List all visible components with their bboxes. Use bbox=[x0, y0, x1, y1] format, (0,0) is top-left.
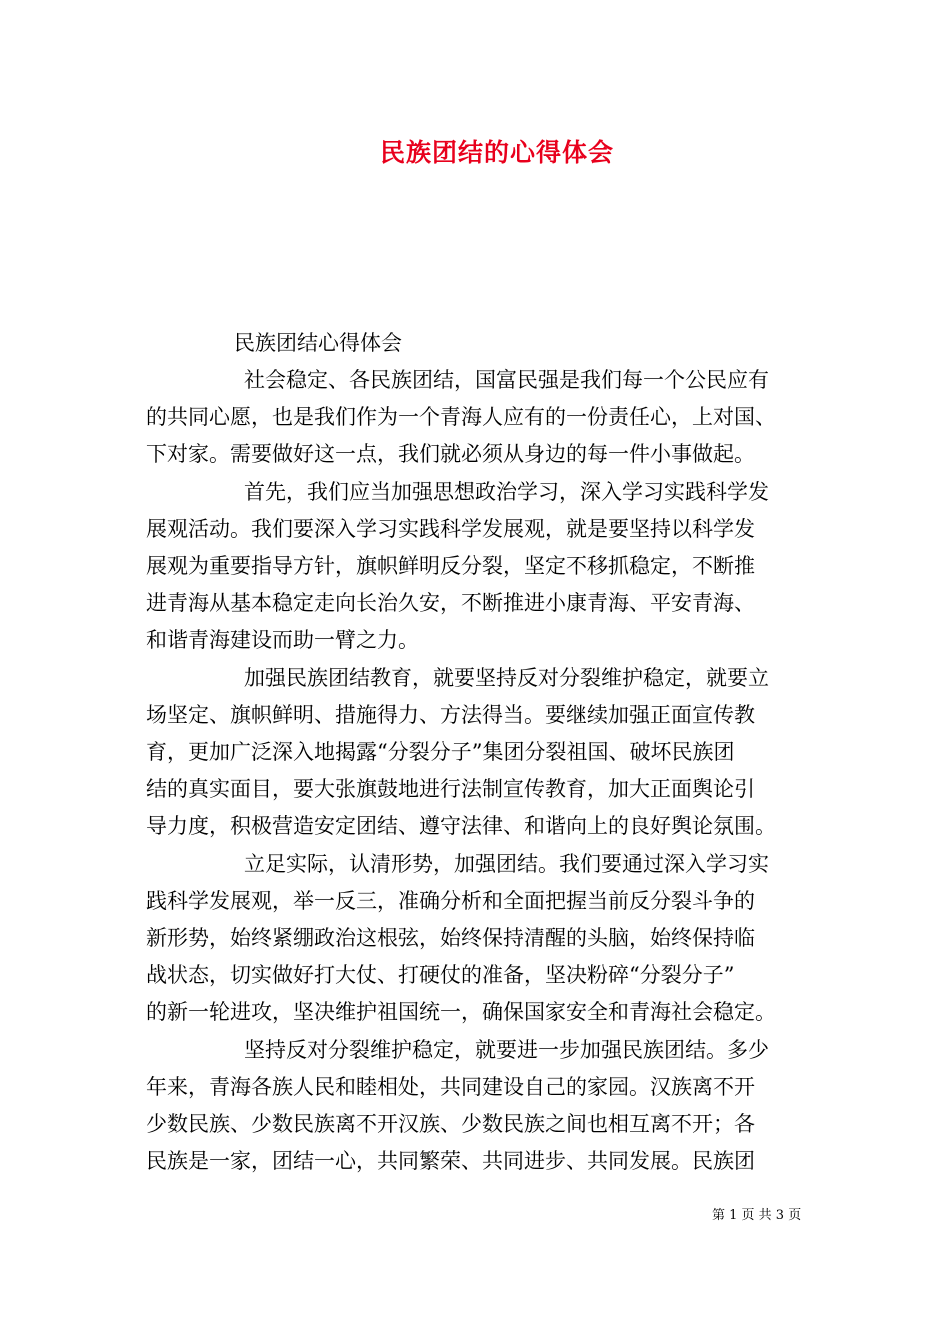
body-line: 社会稳定、各民族团结，国富民强是我们每一个公民应有 bbox=[244, 368, 769, 392]
body-line: 和谐青海建设而助一臂之力。 bbox=[146, 628, 419, 653]
body-line: 下对家。需要做好这一点，我们就必须从身边的每一件小事做起。 bbox=[146, 442, 755, 467]
body-line: 坚持反对分裂维护稳定，就要进一步加强民族团结。多少 bbox=[244, 1037, 769, 1062]
body-line: 展观为重要指导方针，旗帜鲜明反分裂，坚定不移抓稳定，不断推 bbox=[146, 554, 755, 579]
body-line: 结的真实面目，要大张旗鼓地进行法制宣传教育，加大正面舆论引 bbox=[146, 777, 755, 802]
body-line: 首先，我们应当加强思想政治学习，深入学习实践科学发 bbox=[244, 479, 769, 504]
body-line: 展观活动。我们要深入学习实践科学发展观，就是要坚持以科学发 bbox=[146, 516, 755, 541]
body-line: 的新一轮进攻，坚决维护祖国统一，确保国家安全和青海社会稳定。 bbox=[146, 1000, 776, 1025]
body-line: 民族是一家，团结一心，共同繁荣、共同进步、共同发展。民族团 bbox=[146, 1149, 755, 1174]
document-subtitle: 民族团结心得体会 bbox=[234, 331, 402, 355]
body-line: 进青海从基本稳定走向长治久安，不断推进小康青海、平安青海、 bbox=[146, 591, 755, 616]
body-line: 新形势，始终紧绷政治这根弦，始终保持清醒的头脑，始终保持临 bbox=[146, 926, 755, 951]
body-line: 导力度，积极营造安定团结、遵守法律、和谐向上的良好舆论氛围。 bbox=[146, 814, 776, 839]
page-title: 民族团结的心得体会 bbox=[380, 138, 615, 167]
body-line: 年来，青海各族人民和睦相处，共同建设自己的家园。汉族离不开 bbox=[146, 1074, 755, 1099]
body-line: 少数民族、少数民族离不开汉族、少数民族之间也相互离不开；各 bbox=[146, 1112, 755, 1137]
body-line: 立足实际，认清形势，加强团结。我们要通过深入学习实 bbox=[244, 851, 769, 876]
body-line: 战状态，切实做好打大仗、打硬仗的准备，坚决粉碎“分裂分子” bbox=[146, 963, 735, 988]
body-line: 育，更加广泛深入地揭露“分裂分子”集团分裂祖国、破坏民族团 bbox=[146, 740, 735, 765]
page-footer: 第 1 页 共 3 页 bbox=[712, 1208, 802, 1223]
body-line: 的共同心愿，也是我们作为一个青海人应有的一份责任心，上对国、 bbox=[146, 405, 776, 430]
body-line: 场坚定、旗帜鲜明、措施得力、方法得当。要继续加强正面宣传教 bbox=[146, 702, 755, 727]
body-line: 践科学发展观，举一反三，准确分析和全面把握当前反分裂斗争的 bbox=[146, 888, 755, 913]
body-line: 加强民族团结教育，就要坚持反对分裂维护稳定，就要立 bbox=[244, 665, 769, 690]
body-text bbox=[146, 362, 808, 1180]
